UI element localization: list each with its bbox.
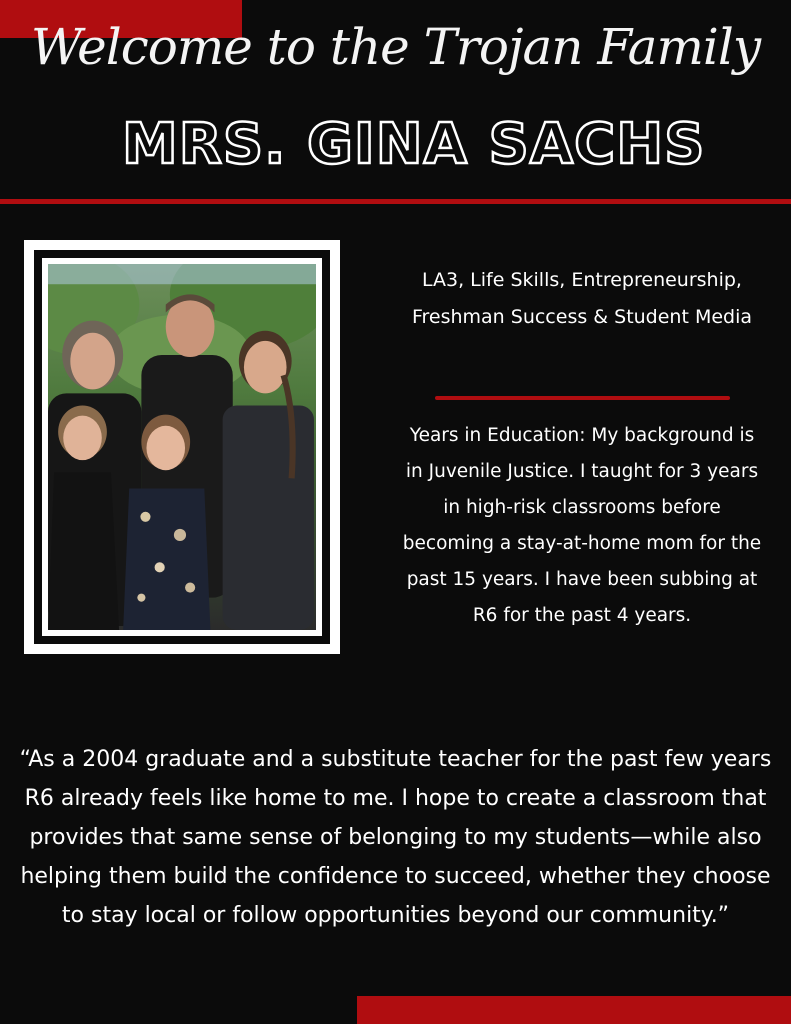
photo-frame (24, 240, 340, 654)
family-photo (48, 264, 316, 630)
teacher-name: MRS. GINA SACHS (122, 112, 706, 177)
education-bio: Years in Education: My background is in Juvenile Justice. I taught for 3 years in high-risk classrooms before becoming a stay-at-home mom for the past 15 years. I have been subbing at R6 for the past 4 years. (402, 425, 762, 626)
photo-frame-white-border (42, 258, 322, 636)
section-divider (435, 396, 730, 400)
family-photo-illustration (48, 264, 316, 630)
photo-frame-black-border (34, 250, 330, 644)
subjects-taught: LA3, Life Skills, Entrepreneurship, Freshman Success & Student Media (411, 269, 753, 328)
bottom-right-accent-bar (357, 996, 791, 1024)
header-divider (0, 199, 791, 204)
teacher-quote: “As a 2004 graduate and a substitute teacher for the past few years R6 already feels like home to me. I hope to create a classroom that provides that same sense of belonging to my students—while also helping them build the confidence to succeed, whether they choose to stay local or follow opportunities beyond our community.” (19, 747, 772, 928)
welcome-heading: Welcome to the Trojan Family (30, 18, 761, 76)
